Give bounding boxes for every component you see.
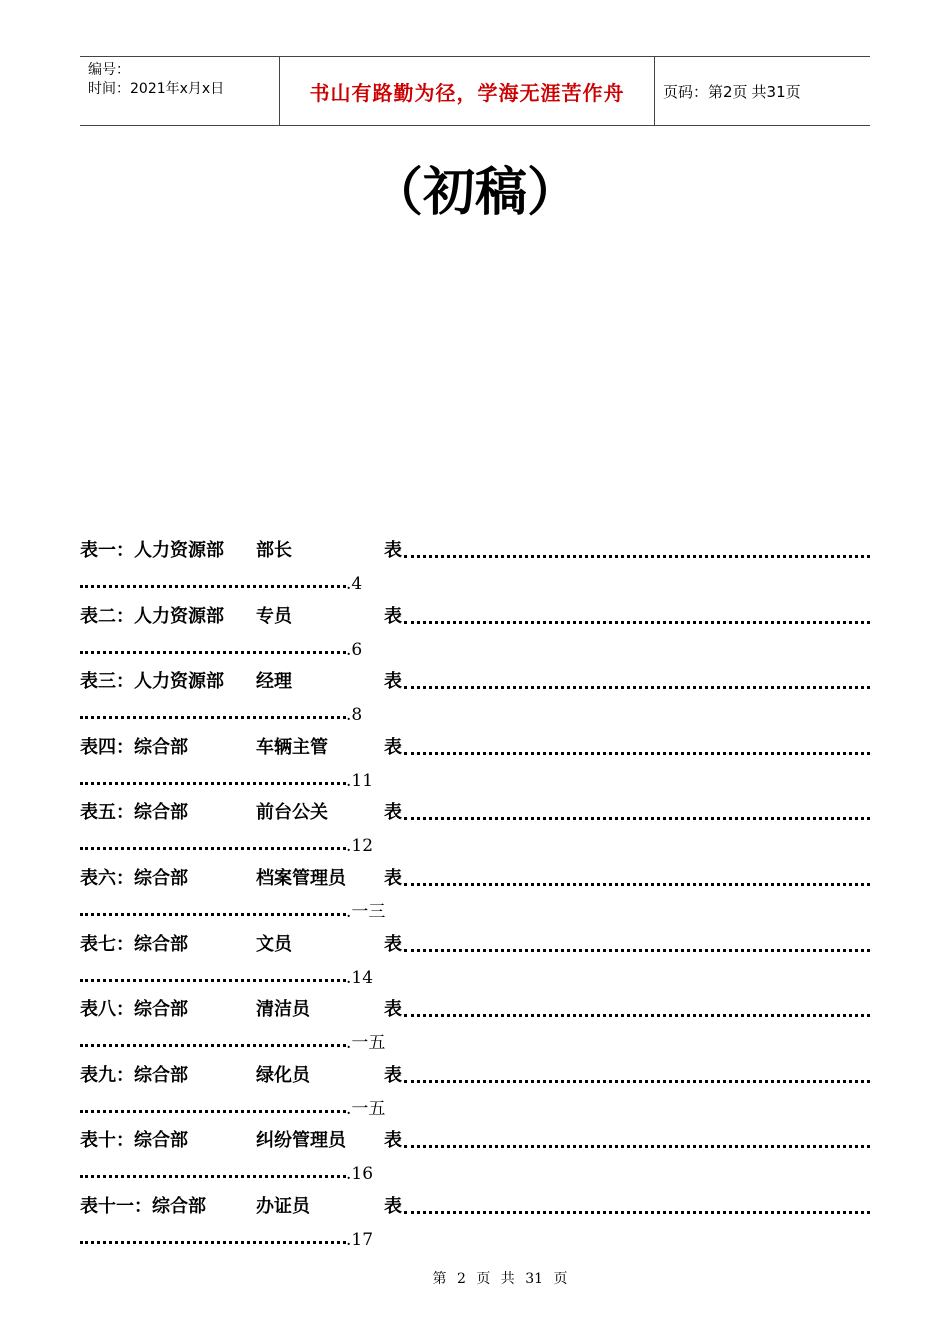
toc-leader-dots [80, 913, 346, 916]
toc-entry-label: 表十：综合部 [80, 1130, 188, 1152]
toc-entry-page: .14 [346, 967, 374, 988]
toc-leader-dots [80, 1110, 346, 1113]
toc-leader-dots [80, 1175, 346, 1178]
toc-entry-label: 表一：人力资源部 [80, 540, 224, 561]
toc-entry-label: 表五：综合部 [80, 802, 188, 824]
toc-entry-page-line [80, 700, 410, 730]
toc-entry-name: 绿化员 [256, 1064, 310, 1086]
footer-total-prefix: 共 [500, 1271, 515, 1287]
toc-entry[interactable] [80, 995, 870, 1061]
toc-entry-line [80, 1061, 870, 1091]
toc-entry-page-line [80, 963, 410, 993]
toc-entry-page-line [80, 1159, 410, 1189]
toc-entry[interactable] [80, 536, 870, 602]
toc-entry[interactable] [80, 864, 870, 930]
toc-entry-name: 清洁员 [256, 999, 310, 1021]
header-motto: 书山有路勤为径，学海无涯苦作舟 [280, 57, 655, 125]
toc-entry-name: 车辆主管 [256, 736, 328, 758]
toc-entry-line [80, 864, 870, 894]
toc-entry-label: 表六：综合部 [80, 867, 188, 889]
toc-entry-label: 表七：综合部 [80, 933, 188, 955]
toc-entry-label: 表四：综合部 [80, 736, 188, 758]
toc-entry-page: .4 [346, 574, 363, 594]
toc-entry[interactable] [80, 1061, 870, 1127]
toc-entry-name: 纠纷管理员 [256, 1130, 346, 1152]
toc-entry-suffix: 表 [384, 867, 402, 889]
toc-leader-dots [404, 1145, 870, 1148]
footer-first: 第 [432, 1271, 447, 1287]
toc-entry-line [80, 995, 870, 1025]
toc-entry-label: 表九：综合部 [80, 1064, 188, 1086]
toc-entry[interactable] [80, 1126, 870, 1192]
toc-entry-page: .6 [346, 639, 363, 660]
toc-entry[interactable] [80, 667, 870, 733]
toc-entry-line [80, 602, 870, 632]
toc-leader-dots [404, 621, 870, 624]
toc-entry-suffix: 表 [384, 540, 402, 561]
toc-entry[interactable] [80, 733, 870, 799]
toc-leader-dots [80, 1241, 346, 1244]
toc-entry-suffix: 表 [384, 1195, 402, 1217]
toc-leader-dots [80, 782, 346, 785]
toc-entry-page: .16 [346, 1164, 374, 1185]
footer-total-unit: 页 [553, 1271, 568, 1287]
toc-entry-page-line [80, 1028, 410, 1058]
toc-entry-suffix: 表 [384, 736, 402, 758]
toc-entry-line [80, 536, 870, 566]
toc-entry-suffix: 表 [384, 1064, 402, 1086]
toc-leader-dots [404, 817, 870, 820]
toc-entry-label: 表三：人力资源部 [80, 671, 224, 693]
toc-entry-page-line [80, 897, 410, 927]
toc-entry-line [80, 798, 870, 828]
toc-entry-suffix: 表 [384, 1130, 402, 1152]
page-label: 页码：第2页 [663, 82, 748, 101]
toc-entry-name: 专员 [256, 605, 292, 627]
toc-entry[interactable] [80, 602, 870, 668]
toc-entry-label: 表八：综合部 [80, 999, 188, 1021]
toc-entry[interactable] [80, 798, 870, 864]
toc-entry-suffix: 表 [384, 999, 402, 1021]
toc-entry-line [80, 667, 870, 697]
number-label: 编号： [88, 62, 130, 78]
toc-entry-page-line [80, 766, 410, 796]
toc-leader-dots [404, 949, 870, 952]
page-header [80, 56, 870, 126]
table-of-contents [80, 536, 870, 1258]
toc-leader-dots [80, 716, 346, 719]
toc-leader-dots [80, 1044, 346, 1047]
toc-leader-dots [404, 752, 870, 755]
page-footer [0, 1268, 950, 1288]
toc-leader-dots [404, 686, 870, 689]
toc-entry-page: .12 [346, 836, 374, 857]
toc-entry-page: .11 [346, 770, 374, 791]
toc-entry-page-line [80, 635, 410, 665]
toc-entry[interactable] [80, 1192, 870, 1258]
toc-entry-page-line [80, 569, 410, 599]
toc-leader-dots [404, 1211, 870, 1214]
toc-entry-suffix: 表 [384, 671, 402, 693]
toc-entry-label: 表十一：综合部 [80, 1195, 206, 1217]
toc-leader-dots [404, 883, 870, 886]
toc-entry-name: 办证员 [256, 1195, 310, 1217]
toc-entry-page: .一五 [346, 1033, 386, 1054]
toc-entry-name: 文员 [256, 933, 292, 955]
toc-leader-dots [404, 1014, 870, 1017]
toc-entry-page-line [80, 831, 410, 861]
toc-entry-page-line [80, 1225, 410, 1255]
toc-entry-name: 档案管理员 [256, 867, 346, 889]
toc-entry-label: 表二：人力资源部 [80, 605, 224, 627]
toc-entry-page: .一三 [346, 901, 386, 922]
toc-entry-line [80, 1192, 870, 1222]
toc-entry-name: 经理 [256, 671, 292, 693]
header-page-info [655, 57, 870, 125]
toc-entry-suffix: 表 [384, 605, 402, 627]
footer-page: 2 [456, 1271, 466, 1287]
toc-entry-name: 部长 [256, 540, 292, 561]
toc-entry-line [80, 1126, 870, 1156]
toc-leader-dots [404, 1080, 870, 1083]
document-title: （初稿） [370, 163, 579, 223]
toc-leader-dots [80, 979, 346, 982]
toc-entry-page: .17 [346, 1229, 374, 1250]
toc-entry-line [80, 930, 870, 960]
toc-leader-dots [80, 651, 346, 654]
toc-entry-name: 前台公关 [256, 802, 328, 824]
toc-entry-suffix: 表 [384, 802, 402, 824]
header-meta [80, 57, 280, 125]
toc-entry-page-line [80, 1094, 410, 1124]
time-label: 时间：2021年x月x日 [88, 81, 225, 97]
toc-leader-dots [80, 847, 346, 850]
toc-leader-dots [80, 585, 346, 588]
footer-page-unit: 页 [476, 1271, 491, 1287]
toc-entry-page: .8 [346, 705, 363, 726]
total-label: 共31页 [751, 82, 801, 101]
footer-total: 31 [525, 1271, 544, 1287]
toc-entry-page: .一五 [346, 1098, 386, 1119]
toc-entry[interactable] [80, 930, 870, 996]
toc-entry-line [80, 733, 870, 763]
toc-leader-dots [404, 555, 870, 558]
toc-entry-suffix: 表 [384, 933, 402, 955]
